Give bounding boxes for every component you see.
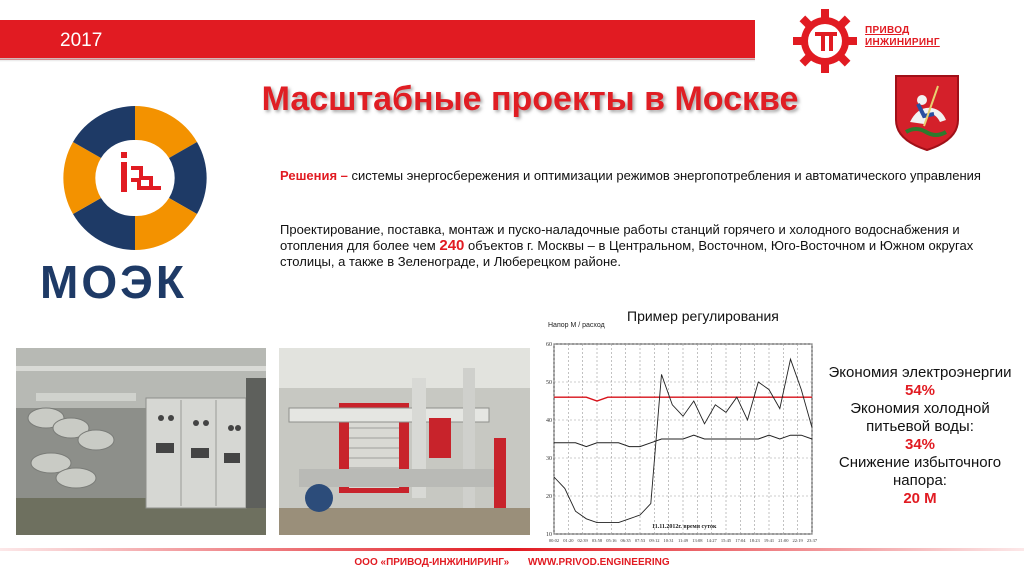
- chart-title: Пример регулирования: [627, 308, 779, 324]
- chart-xtick-label: 06:35: [620, 538, 631, 543]
- stat-water-label: Экономия холодной питьевой воды:: [850, 400, 990, 435]
- moek-wordmark: МОЭК: [40, 256, 187, 308]
- brand-name: [865, 25, 940, 49]
- chart-xtick-label: 05:16: [606, 538, 617, 543]
- chart-ytick-label: 60: [546, 342, 552, 348]
- footer-company: ООО «ПРИВОД-ИНЖИНИРИНГ»: [354, 557, 510, 568]
- chart-xtick-label: 18:23: [749, 538, 760, 543]
- chart-annotation: 11.11.2012г. время суток: [652, 524, 717, 530]
- solutions-text: системы энергосбережения и оптимизации режимов энергопотребления и автоматического управления: [347, 168, 981, 183]
- chart-xtick-label: 19:41: [763, 538, 775, 543]
- stat-electricity-value: 54%: [904, 382, 936, 399]
- savings-stats: [820, 364, 1020, 508]
- chart-ytick-label: 40: [546, 418, 552, 424]
- footer-line: [0, 548, 1024, 551]
- chart-xtick-label: 15:45: [720, 538, 732, 543]
- solutions-highlight: Решения –: [280, 168, 348, 183]
- projects-paragraph: [280, 222, 1000, 270]
- footer: [0, 557, 1024, 568]
- brand-line-1: ПРИВОД: [865, 25, 910, 36]
- chart-xtick-label: 17:04: [735, 538, 746, 543]
- year-label: 2017: [60, 30, 103, 51]
- chart-ytick-label: 50: [546, 380, 552, 386]
- page-title: Масштабные проекты в Москве: [261, 80, 799, 118]
- chart-xtick-label: 09:12: [649, 538, 660, 543]
- chart-xtick-label: 02:39: [577, 538, 588, 543]
- chart-xtick-label: 01:20: [563, 538, 574, 543]
- projects-text-after: объектов г. Москвы – в Центральном, Восточном, Юго-Восточном и Южном округах столицы, а также в Зеленограде, и Люберецком районе.: [280, 238, 974, 269]
- chart-xtick-label: 13:08: [692, 538, 703, 543]
- chart-ytick-label: 10: [546, 532, 552, 538]
- chart-ytick-label: 30: [546, 456, 552, 462]
- stat-electricity-label: Экономия электроэнергии: [828, 364, 1012, 381]
- stat-water-value: 34%: [904, 436, 936, 453]
- chart-xtick-label: 10:31: [663, 538, 674, 543]
- chart-xtick-label: 11:49: [677, 538, 689, 543]
- chart-xtick-label: 23:37: [806, 538, 818, 543]
- chart-xtick-label: 22:19: [792, 538, 803, 543]
- regulation-chart: [540, 330, 816, 552]
- chart-ytick-label: 20: [546, 494, 552, 500]
- stat-pressure-value: 20 М: [903, 490, 937, 507]
- chart-xtick-label: 21:00: [778, 538, 789, 543]
- photo-pumping-station: [279, 348, 530, 535]
- footer-website-link[interactable]: WWW.PRIVOD.ENGINEERING: [527, 557, 670, 568]
- chart-xtick-label: 03:58: [591, 538, 603, 543]
- photo-control-cabinets: [16, 348, 266, 535]
- brand-line-2: ИНЖИНИРИНГ: [865, 37, 940, 48]
- projects-text-before: Проектирование, поставка, монтаж и пуско-наладочные работы станций горячего и холодного водоснабжения и отопления для более чем: [280, 222, 960, 253]
- solutions-paragraph: [280, 168, 1000, 184]
- projects-count: 240: [439, 237, 465, 254]
- chart-xtick-label: 07:53: [634, 538, 646, 543]
- chart-ylabel: Напор М / расход: [548, 322, 605, 329]
- moscow-coat-of-arms-icon: [892, 72, 962, 154]
- gear-logo-icon: [790, 6, 860, 76]
- chart-xtick-label: 14:27: [706, 538, 717, 543]
- stat-pressure-label: Снижение избыточного напора:: [838, 454, 1002, 489]
- chart-xtick-label: 00:02: [548, 538, 560, 543]
